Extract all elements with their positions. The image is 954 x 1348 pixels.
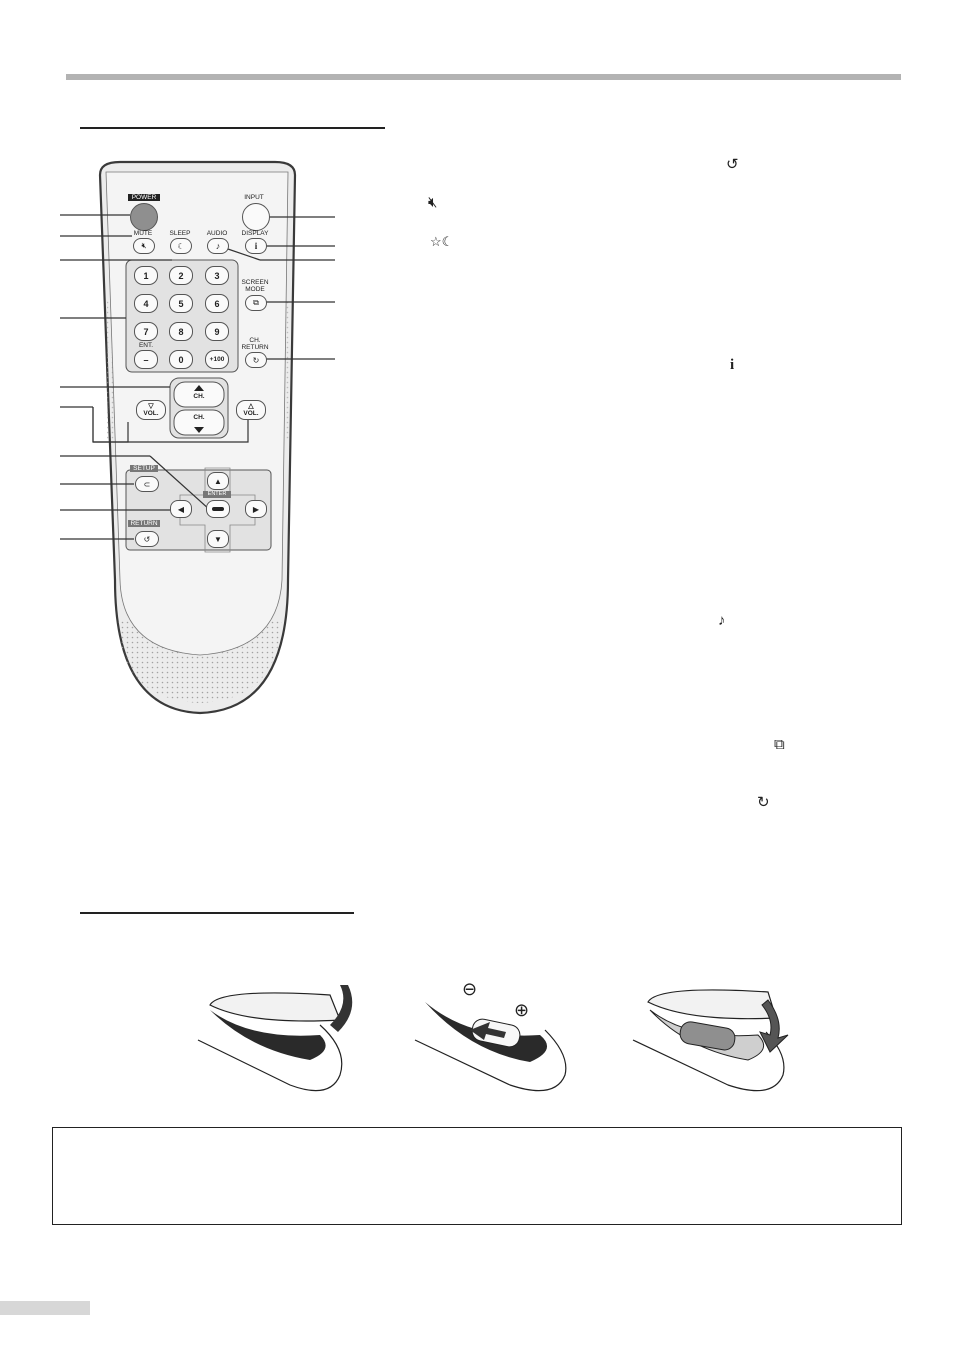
audio-button[interactable] (207, 238, 229, 254)
key-ent[interactable]: – (134, 350, 158, 369)
screen-mode-label-2: MODE (245, 286, 265, 293)
vol-up-button[interactable] (236, 400, 266, 420)
ch-down-label[interactable]: CH. (193, 414, 205, 421)
setup-icon: ⊂ (143, 479, 151, 489)
arrow-down-icon: ▼ (214, 534, 222, 544)
note-box (52, 1127, 902, 1225)
remote-body-svg (60, 150, 335, 725)
key-9[interactable]: 9 (205, 322, 229, 341)
setup-label: SETUP (130, 465, 158, 472)
key-8[interactable]: 8 (169, 322, 193, 341)
nav-left-button[interactable] (170, 500, 192, 518)
vol-up-label: VOL. (243, 410, 259, 417)
section-rule-battery (80, 912, 354, 914)
enter-label: ENTER (203, 491, 231, 498)
vol-down-button[interactable] (136, 400, 166, 420)
nav-up-button[interactable] (207, 472, 229, 490)
mute-speaker-icon: 🔇︎ (428, 194, 438, 211)
ch-return-label-1: CH. (249, 337, 261, 344)
info-i-icon: i (730, 357, 735, 373)
vol-up-triangle-icon: △ (248, 403, 254, 410)
input-label: INPUT (244, 194, 264, 201)
power-label: POWER (128, 194, 160, 201)
music-note-icon: ♪ (718, 612, 726, 629)
battery-minus-sign: ⊖ (462, 980, 478, 1000)
ch-return-label-2: RETURN (241, 344, 269, 351)
ch-return-arrow-icon: ↻ (757, 794, 770, 811)
return-button[interactable] (135, 531, 159, 547)
battery-plus-sign: ⊕ (514, 1000, 530, 1021)
enter-button[interactable] (206, 500, 230, 518)
mute-label: MUTE (133, 230, 153, 237)
screen-mode-button[interactable] (245, 295, 267, 311)
screen-mode-icon: ⧉ (774, 736, 785, 753)
arrow-right-icon: ▶ (252, 504, 260, 514)
display-button[interactable] (245, 238, 267, 254)
mute-icon: 🔇︎ (141, 241, 147, 250)
vol-down-label: VOL. (143, 410, 159, 417)
info-icon: i (254, 241, 258, 251)
vol-down-triangle-icon: ▽ (148, 403, 154, 410)
nav-down-button[interactable] (207, 530, 229, 548)
display-label: DISPLAY (241, 230, 269, 237)
section-rule-remote (80, 127, 385, 129)
nav-right-button[interactable] (245, 500, 267, 518)
return-arrow-icon: ↺ (726, 156, 739, 173)
key-1[interactable]: 1 (134, 266, 158, 285)
return-label: RETURN (128, 520, 160, 527)
audio-label: AUDIO (206, 230, 228, 237)
remote-illustration (60, 150, 335, 725)
key-7[interactable]: 7 (134, 322, 158, 341)
key-plus100[interactable]: +100 (205, 350, 229, 369)
ent-label: ENT. (138, 342, 154, 349)
sleep-label: SLEEP (169, 230, 191, 237)
return-icon: ↺ (143, 534, 151, 544)
key-5[interactable]: 5 (169, 294, 193, 313)
ch-return-button[interactable] (245, 352, 267, 368)
key-2[interactable]: 2 (169, 266, 193, 285)
header-rule (66, 74, 901, 80)
sleep-button[interactable] (170, 238, 192, 254)
arrow-up-icon: ▲ (214, 476, 222, 486)
sleep-icon: ☾ (177, 241, 185, 251)
ch-return-icon: ↻ (252, 355, 260, 365)
key-3[interactable]: 3 (205, 266, 229, 285)
screen-mode-icon: ⧉ (253, 298, 259, 307)
setup-button[interactable] (135, 476, 159, 492)
key-4[interactable]: 4 (134, 294, 158, 313)
music-note-icon: ♪ (215, 241, 221, 251)
arrow-left-icon: ◀ (177, 504, 185, 514)
ch-up-label[interactable]: CH. (193, 393, 205, 400)
page-footer-tab (0, 1301, 90, 1315)
screen-mode-label-1: SCREEN (241, 279, 269, 286)
key-0[interactable]: 0 (169, 350, 193, 369)
battery-step-1-illustration (190, 980, 360, 1105)
enter-bar-icon (212, 507, 224, 511)
battery-step-2-illustration (410, 980, 580, 1105)
key-6[interactable]: 6 (205, 294, 229, 313)
input-button[interactable] (242, 203, 270, 231)
star-moon-icon: ☆☾ (430, 234, 454, 249)
mute-button[interactable] (133, 238, 155, 254)
battery-step-3-illustration (628, 980, 798, 1105)
power-button[interactable] (130, 203, 158, 231)
